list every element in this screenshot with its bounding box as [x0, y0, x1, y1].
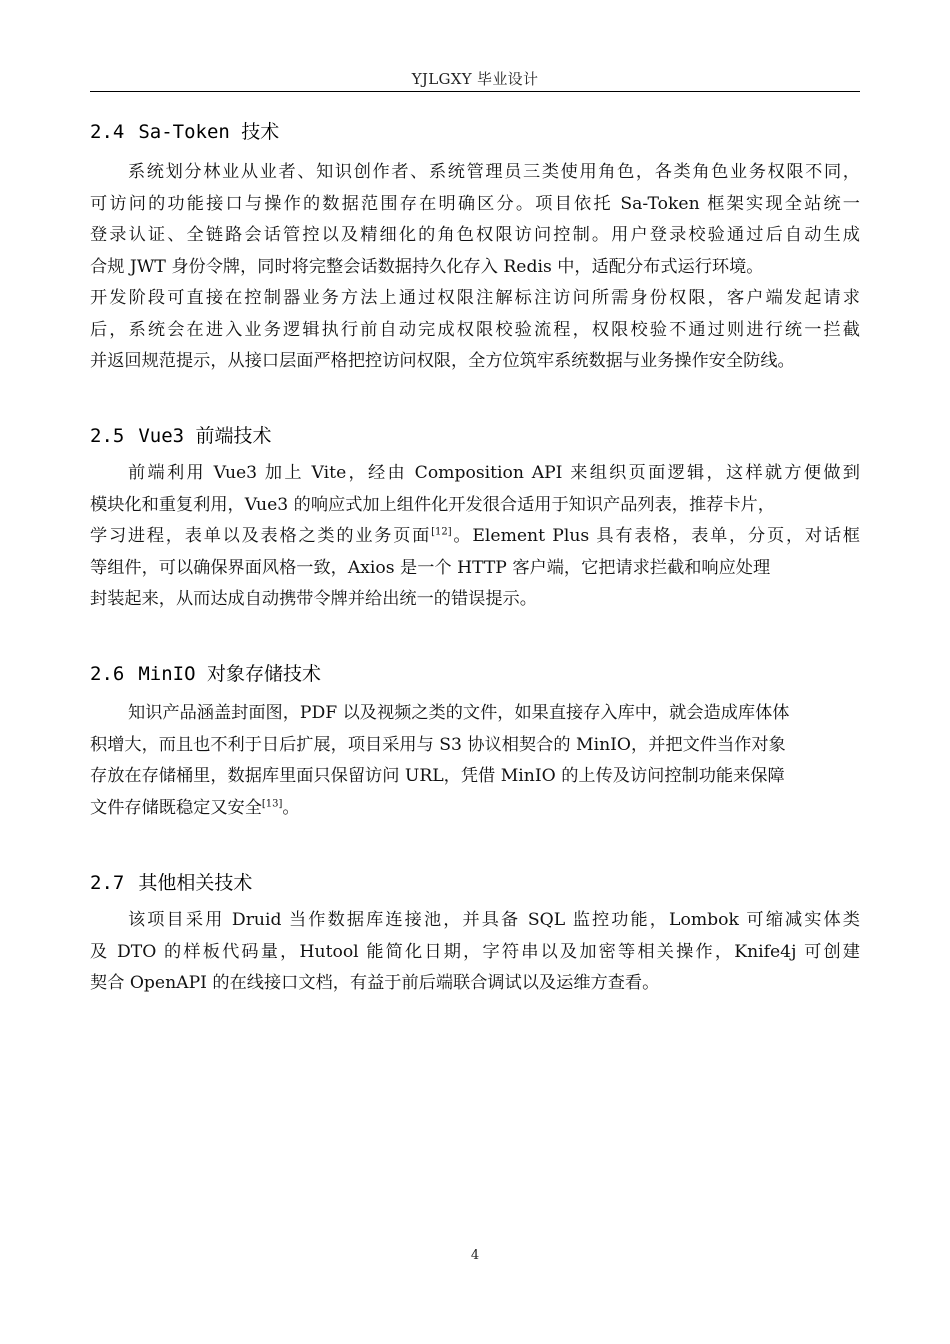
section-heading-2-6: [90, 659, 321, 686]
text-span: 文件存储既稳定又安全: [90, 797, 262, 818]
text-line: 模块化和重复利用，Vue3 的响应式加上组件化开发很合适用于知识产品列表，推荐卡片，: [90, 494, 775, 515]
section-title-text: MinIO 对象存储技术: [138, 663, 321, 685]
text-line: 并返回规范提示，从接口层面严格把控访问权限，全方位筑牢系统数据与业务操作安全防线。: [90, 351, 795, 371]
text-line: [90, 521, 860, 553]
paragraph-minio: [90, 698, 790, 824]
text-span: 。Element Plus 具有表格，表单，分页，对话框: [451, 526, 860, 546]
header-rule: [90, 91, 860, 92]
text-line: 该项目采用 Druid 当作数据库连接池，并具备 SQL 监控功能，Lombok 可缩减实体类: [128, 910, 860, 930]
section-heading-2-4: [90, 117, 279, 144]
text-span: 。: [282, 797, 300, 818]
text-line: 开发阶段可直接在控制器业务方法上通过权限注解标注访问所需身份权限，客户端发起请求: [90, 288, 860, 308]
citation: [12]: [431, 526, 452, 538]
citation: [13]: [261, 797, 283, 809]
page-number: 4: [470, 1248, 480, 1263]
text-line: 等组件，可以确保界面风格一致，Axios 是一个 HTTP 客户端，它把请求拦截和响应处理: [90, 557, 771, 578]
paragraph-sa-token: [90, 157, 860, 378]
section-number: 2.5: [90, 425, 125, 447]
page-header: YJLGXY 毕业设计: [411, 70, 539, 88]
text-line: 积增大，而且也不利于日后扩展，项目采用与 S3 协议相契合的 MinIO，并把文件当作对象: [90, 734, 786, 755]
text-line: 登录认证、全链路会话管控以及精细化的角色权限访问控制。用户登录校验通过后自动生成: [90, 225, 860, 245]
text-line: 知识产品涵盖封面图，PDF 以及视频之类的文件，如果直接存入库中，就会造成库体体: [128, 703, 790, 723]
text-line: 可访问的功能接口与操作的数据范围存在明确区分。项目依托 Sa-Token 框架实现全站统一: [90, 193, 860, 214]
paragraph-vue3: [90, 458, 860, 616]
text-line: 前端利用 Vue3 加上 Vite，经由 Composition API 来组织页面逻辑，这样就方便做到: [128, 463, 860, 483]
text-line: [90, 793, 790, 825]
section-title-text: Vue3 前端技术: [138, 425, 272, 447]
section-title-text: Sa-Token 技术: [138, 121, 280, 143]
text-span: 学习进程，表单以及表格之类的业务页面: [90, 526, 432, 546]
section-title-text: 其他相关技术: [138, 872, 253, 894]
text-line: 及 DTO 的样板代码量，Hutool 能简化日期，字符串以及加密等相关操作，Knife4j 可创建: [90, 941, 860, 962]
text-line: 后，系统会在进入业务逻辑执行前自动完成权限校验流程，权限校验不通过则进行统一拦截: [90, 319, 860, 340]
text-line: 契合 OpenAPI 的在线接口文档，有益于前后端联合调试以及运维方查看。: [90, 973, 660, 993]
section-number: 2.6: [90, 663, 125, 685]
section-heading-2-5: [90, 421, 272, 448]
text-line: 合规 JWT 身份令牌，同时将完整会话数据持久化存入 Redis 中，适配分布式运行环境。: [90, 256, 764, 277]
text-line: 系统划分林业从业者、知识创作者、系统管理员三类使用角色，各类角色业务权限不同，: [128, 162, 860, 182]
section-heading-2-7: [90, 868, 252, 895]
text-line: 封装起来，从而达成自动携带令牌并给出统一的错误提示。: [90, 589, 537, 609]
section-number: 2.7: [90, 872, 125, 894]
text-line: 存放在存储桶里，数据库里面只保留访问 URL，凭借 MinIO 的上传及访问控制功能来保障: [90, 766, 785, 786]
section-number: 2.4: [90, 121, 125, 143]
paragraph-other-tech: [90, 905, 860, 1000]
